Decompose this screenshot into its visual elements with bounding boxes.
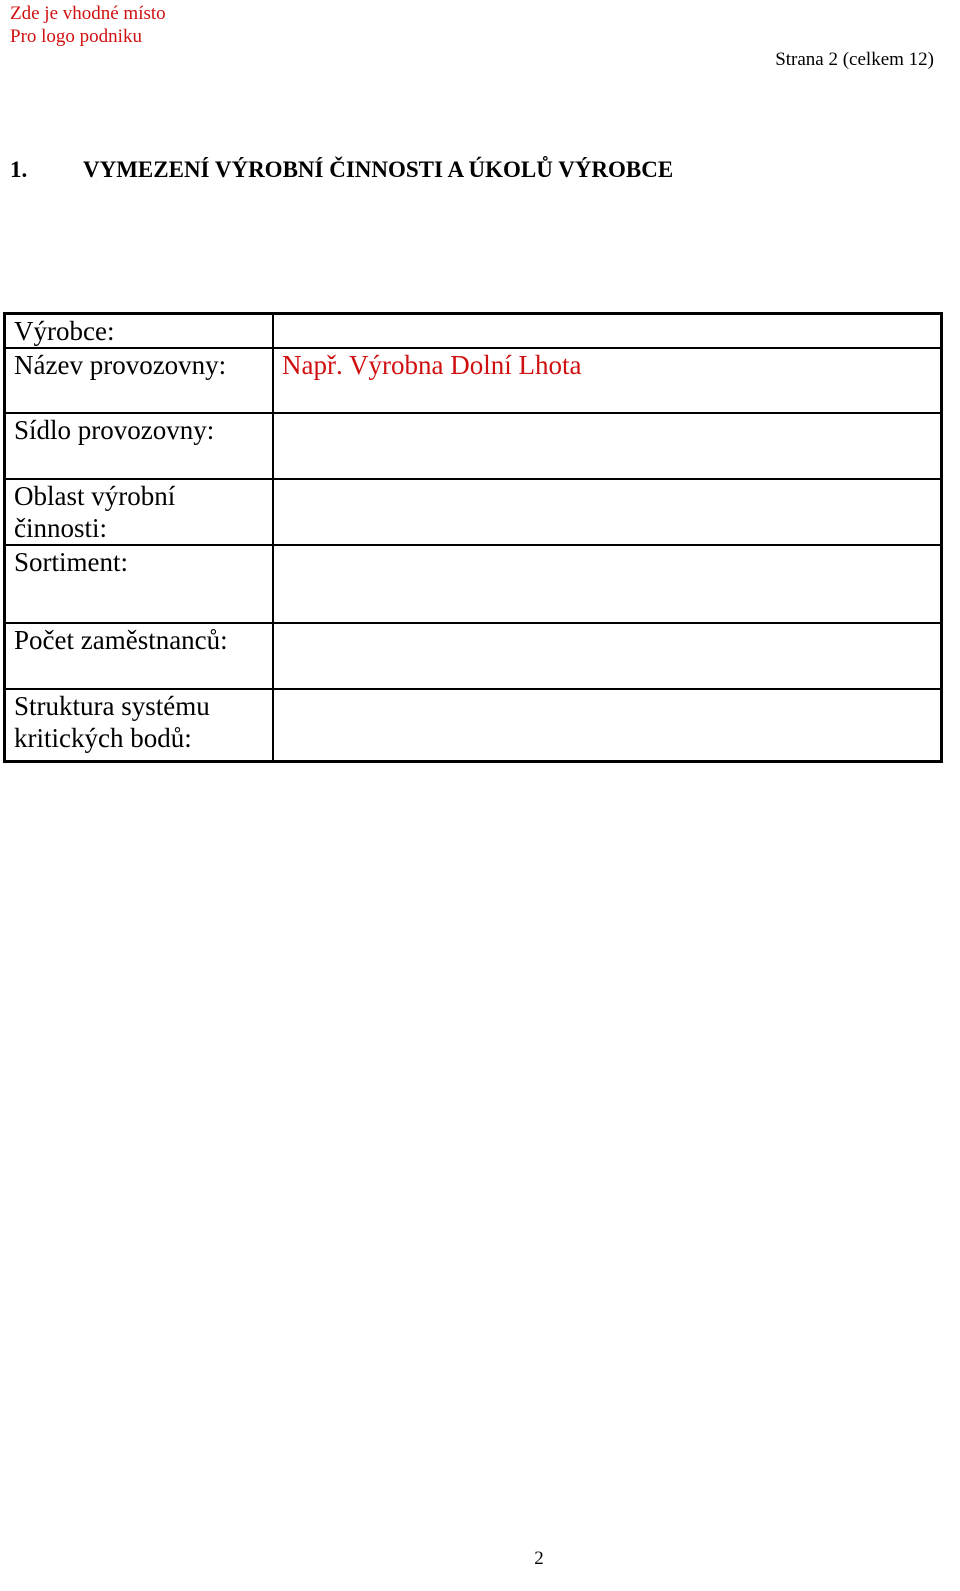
producer-label: Výrobce: (5, 314, 274, 349)
employee-count-value[interactable] (273, 623, 942, 689)
table-row (5, 348, 942, 413)
facility-name-label: Název provozovny: (5, 348, 274, 413)
production-area-label-line-1: Oblast výrobní (14, 481, 176, 511)
section-title: VYMEZENÍ VÝROBNÍ ČINNOSTI A ÚKOLŮ VÝROBCE (83, 157, 674, 182)
logo-placeholder (10, 2, 166, 48)
table-row (5, 413, 942, 479)
facility-address-value[interactable] (273, 413, 942, 479)
production-area-label (5, 479, 274, 545)
facility-name-value[interactable]: Např. Výrobna Dolní Lhota (273, 348, 942, 413)
production-area-value[interactable] (273, 479, 942, 545)
critical-points-label-line-1: Struktura systému (14, 691, 210, 721)
assortment-label: Sortiment: (5, 545, 274, 623)
producer-info-table (3, 312, 943, 763)
assortment-value[interactable] (273, 545, 942, 623)
table-row (5, 314, 942, 349)
page-count: Strana 2 (celkem 12) (775, 49, 934, 70)
section-number: 1. (10, 157, 28, 182)
production-area-label-line-2: činnosti: (14, 513, 107, 543)
critical-points-value[interactable] (273, 689, 942, 762)
section-heading (10, 157, 673, 183)
table-row (5, 545, 942, 623)
page-number: 2 (534, 1548, 544, 1569)
table-row (5, 689, 942, 762)
producer-value[interactable] (273, 314, 942, 349)
logo-placeholder-line-1: Zde je vhodné místo (10, 3, 166, 24)
logo-placeholder-line-2: Pro logo podniku (10, 26, 142, 47)
table-row (5, 623, 942, 689)
critical-points-label-line-2: kritických bodů: (14, 723, 192, 753)
employee-count-label: Počet zaměstnanců: (5, 623, 274, 689)
facility-address-label: Sídlo provozovny: (5, 413, 274, 479)
critical-points-label (5, 689, 274, 762)
table-row (5, 479, 942, 545)
